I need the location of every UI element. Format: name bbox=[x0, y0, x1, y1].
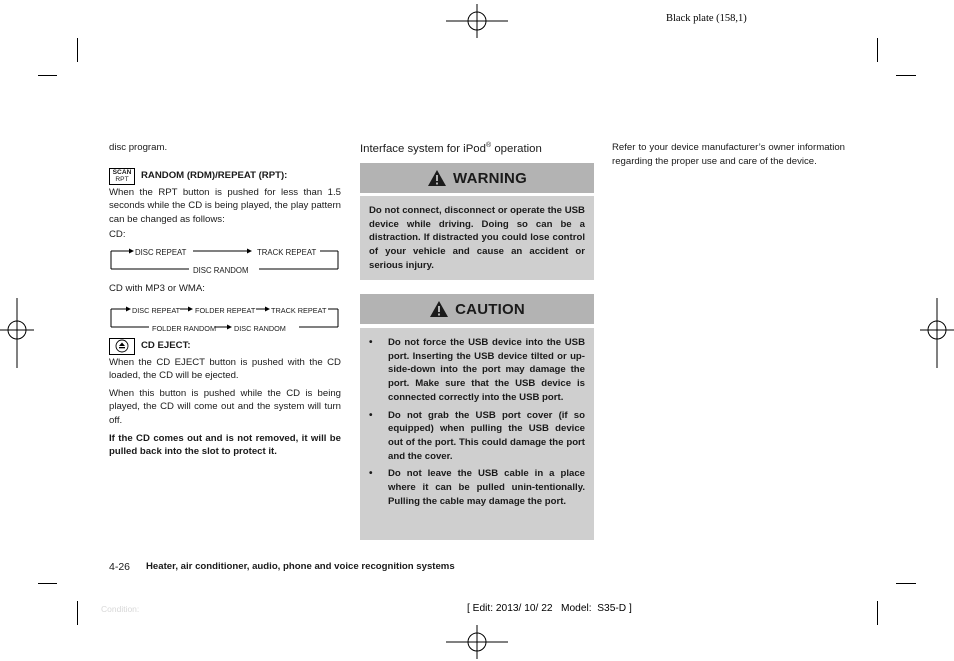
random-repeat-heading bbox=[109, 168, 341, 185]
mp3-label: CD with MP3 or WMA: bbox=[109, 282, 205, 294]
caution-label: CAUTION bbox=[455, 300, 525, 318]
registration-mark-right bbox=[920, 298, 954, 368]
warning-triangle-icon bbox=[427, 169, 447, 187]
cd-disc-random: DISC RANDOM bbox=[193, 265, 249, 275]
eject-icon bbox=[115, 339, 129, 353]
right-column bbox=[612, 141, 845, 168]
caution-body bbox=[360, 328, 594, 540]
mp3-folder-random: FOLDER RANDOM bbox=[152, 323, 217, 333]
caution-item: • Do not leave the USB cable in a place where it can be pulled unin-tentionally. Pulling the cable may damage the port. bbox=[369, 467, 585, 508]
caution-header bbox=[360, 294, 594, 324]
caution-item: • Do not grab the USB port cover (if so equipped) when pulling the USB device out of the port. This could damage the port and the cover. bbox=[369, 409, 585, 464]
warning-body bbox=[360, 196, 594, 280]
eject-text-2: When this button is pushed while the CD is being played, the CD will come out and the system will turn off. bbox=[109, 387, 341, 426]
middle-column bbox=[360, 138, 594, 157]
random-repeat-text: When the RPT button is pushed for less than 1.5 seconds while the CD is being played, the play pattern can be changed as follows: bbox=[109, 186, 341, 225]
cd-eject-title: CD EJECT: bbox=[141, 340, 191, 352]
caution-item: • Do not force the USB device into the USB port. Inserting the USB device tilted or up-side-down into the port may damage the port. Make sure that the USB device is connected correctly into the USB port. bbox=[369, 336, 585, 405]
cd-label: CD: bbox=[109, 229, 126, 241]
device-info-text: Refer to your device manufacturer’s owner information regarding the proper use and care of the device. bbox=[612, 142, 845, 167]
warning-header bbox=[360, 163, 594, 193]
eject-text-1: When the CD EJECT button is pushed with the CD loaded, the CD will be ejected. bbox=[109, 356, 341, 382]
caution-list bbox=[369, 336, 585, 508]
edit-info: [ Edit: 2013/ 10/ 22 Model: S35-D ] bbox=[467, 603, 632, 614]
condition-label: Condition: bbox=[101, 604, 140, 614]
mp3-track-repeat: TRACK REPEAT bbox=[271, 305, 327, 315]
eject-key-icon bbox=[109, 338, 135, 355]
registration-mark-bottom bbox=[446, 625, 508, 659]
footer-section-title: Heater, air conditioner, audio, phone and voice recognition systems bbox=[146, 561, 455, 572]
warning-label: WARNING bbox=[453, 169, 527, 187]
ipod-section-title: Interface system for iPod® operation bbox=[360, 142, 542, 155]
mp3-disc-repeat: DISC REPEAT bbox=[132, 305, 181, 315]
page-number: 4-26 bbox=[109, 561, 131, 573]
cd-disc-repeat: DISC REPEAT bbox=[135, 247, 187, 257]
mp3-folder-repeat: FOLDER REPEAT bbox=[195, 305, 256, 315]
caution-triangle-icon bbox=[429, 300, 449, 318]
scan-rpt-key-icon: SCAN RPT bbox=[109, 168, 135, 185]
intro-text: disc program. bbox=[109, 142, 168, 153]
warning-text: Do not connect, disconnect or operate the USB device while driving. Doing so can be a distraction. If distracted you could lose control of your vehicle and cause an accident or serious injury. bbox=[369, 205, 585, 271]
cd-track-repeat: TRACK REPEAT bbox=[257, 247, 317, 257]
mp3-play-pattern-diagram bbox=[109, 300, 341, 333]
cd-play-pattern-diagram bbox=[109, 246, 341, 276]
mp3-disc-random: DISC RANDOM bbox=[234, 323, 286, 333]
eject-text-3: If the CD comes out and is not removed, it will be pulled back into the slot to protect it. bbox=[109, 432, 341, 458]
left-column bbox=[109, 141, 341, 459]
registration-mark-top bbox=[446, 4, 508, 38]
plate-label: Black plate (158,1) bbox=[666, 13, 747, 24]
cd-eject-heading bbox=[109, 338, 341, 355]
registration-mark-left bbox=[0, 298, 34, 368]
random-repeat-title: RANDOM (RDM)/REPEAT (RPT): bbox=[141, 170, 288, 182]
